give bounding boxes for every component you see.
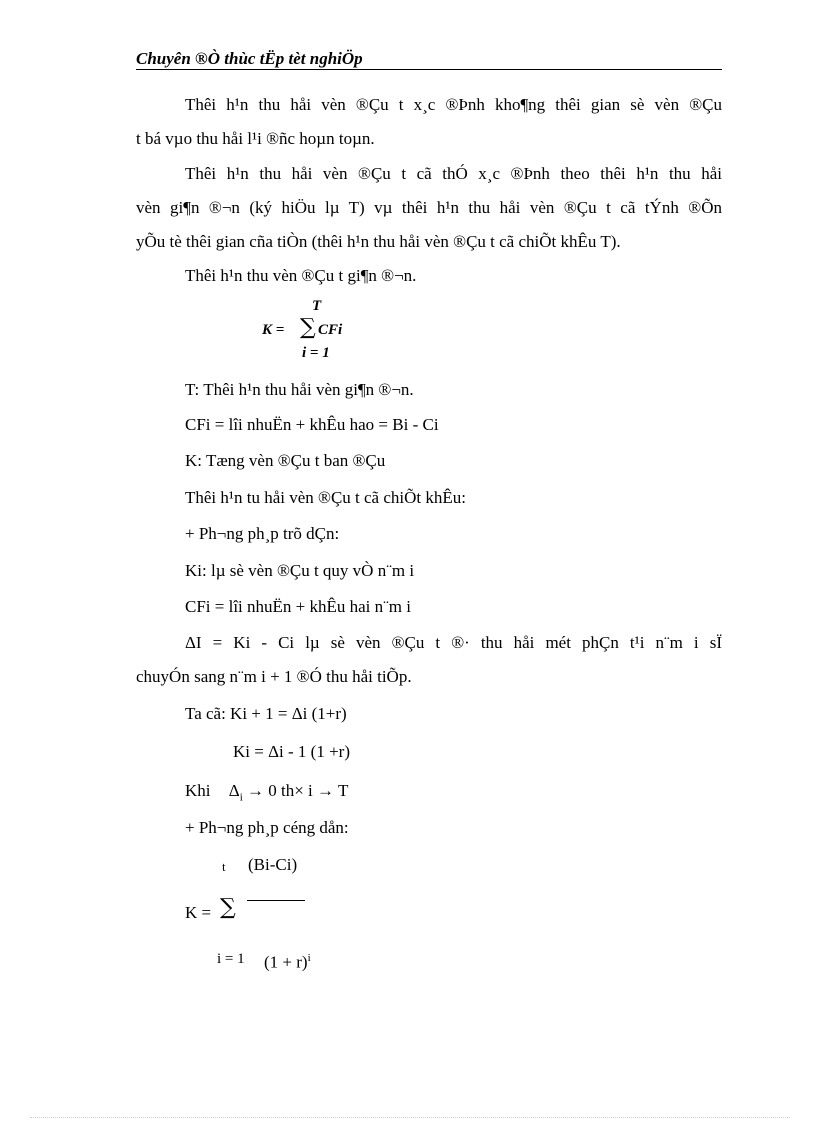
- paragraph-line: yÕu tè thêi gian cña tiÒn (thêi h¹n thu håi vèn ®Çu t cã chiÕt khÊu T).: [136, 232, 621, 251]
- paragraph-line: [185, 782, 348, 806]
- sigma-symbol: ∑: [220, 895, 236, 920]
- sum-lower-limit: i = 1: [217, 951, 245, 967]
- paragraph-line: K: Tæng vèn ®Çu t ban ®Çu: [185, 451, 386, 470]
- page-bottom-border: [30, 1117, 790, 1118]
- delta-subscript: i: [239, 791, 243, 804]
- paragraph-line: Ki = Δi - 1 (1 +r): [233, 742, 350, 761]
- formula-lhs: K =: [185, 903, 212, 922]
- sigma-symbol: ∑: [300, 315, 316, 340]
- sum-lower-limit: i = 1: [302, 345, 330, 361]
- sum-upper-limit: T: [312, 298, 322, 314]
- sum-body: CFi: [318, 322, 343, 338]
- denominator-exponent: i: [307, 952, 311, 964]
- document-header-title: Chuyên ®Ò thùc tËp tèt nghiÖp: [136, 49, 363, 68]
- paragraph-line: Thêi h¹n thu håi vèn ®Çu t cã thÓ x¸c ®Þnh theo thêi h¹n thu håi: [185, 164, 722, 183]
- paragraph-line: CFi = lîi nhuËn + khÊu hao = Bi - Ci: [185, 415, 439, 434]
- simple-payback-formula: [262, 298, 362, 364]
- formula-lhs: K =: [262, 322, 285, 338]
- paragraph-line: Thêi h¹n thu vèn ®Çu t gi¶n ®¬n.: [185, 266, 417, 285]
- fraction-numerator: (Bi-Ci): [248, 855, 298, 874]
- paragraph-line: chuyÓn sang n¨m i + 1 ®Ó thu håi tiÕp.: [136, 667, 412, 686]
- fraction-denominator: [264, 949, 311, 972]
- fraction-bar: [247, 900, 305, 901]
- paragraph-line: CFi = lîi nhuËn + khÊu hai n¨m i: [185, 597, 412, 616]
- sum-upper-limit: t: [222, 859, 226, 874]
- paragraph-line: + Ph¬ng ph¸p trõ dÇn:: [185, 524, 340, 543]
- paragraph-line: T: Thêi h¹n thu håi vèn gi¶n ®¬n.: [185, 380, 414, 399]
- paragraph-line: Thêi h¹n tu håi vèn ®Çu t cã chiÕt khÊu:: [185, 488, 466, 507]
- paragraph-line: t bá vµo thu håi l¹i ®ñc hoµn toµn.: [136, 129, 375, 148]
- paragraph-line: + Ph¬ng ph¸p céng dån:: [185, 818, 349, 837]
- line-text: Khi: [185, 781, 211, 800]
- paragraph-line: vèn gi¶n ®¬n (ký hiÖu lµ T) vµ thêi h¹n thu håi vèn ®Çu t cã tÝnh ®Õn: [136, 198, 722, 217]
- line-text: → 0 th× i → T: [242, 781, 349, 800]
- denominator-base: (1 + r): [264, 952, 308, 972]
- delta-symbol: Δ: [228, 781, 240, 800]
- paragraph-line: Ki: lµ sè vèn ®Çu t quy vÒ n¨m i: [185, 561, 415, 580]
- paragraph-line: ΔI = Ki - Ci lµ sè vèn ®Çu t ®· thu håi mét phÇn t¹i n¨m i sÏ: [185, 633, 722, 652]
- paragraph-line: Ta cã: Ki + 1 = Δi (1+r): [185, 704, 347, 723]
- header-rule: [136, 69, 722, 70]
- paragraph-line: Thêi h¹n thu håi vèn ®Çu t x¸c ®Þnh kho¶ng thêi gian sè vèn ®Çu: [185, 95, 722, 114]
